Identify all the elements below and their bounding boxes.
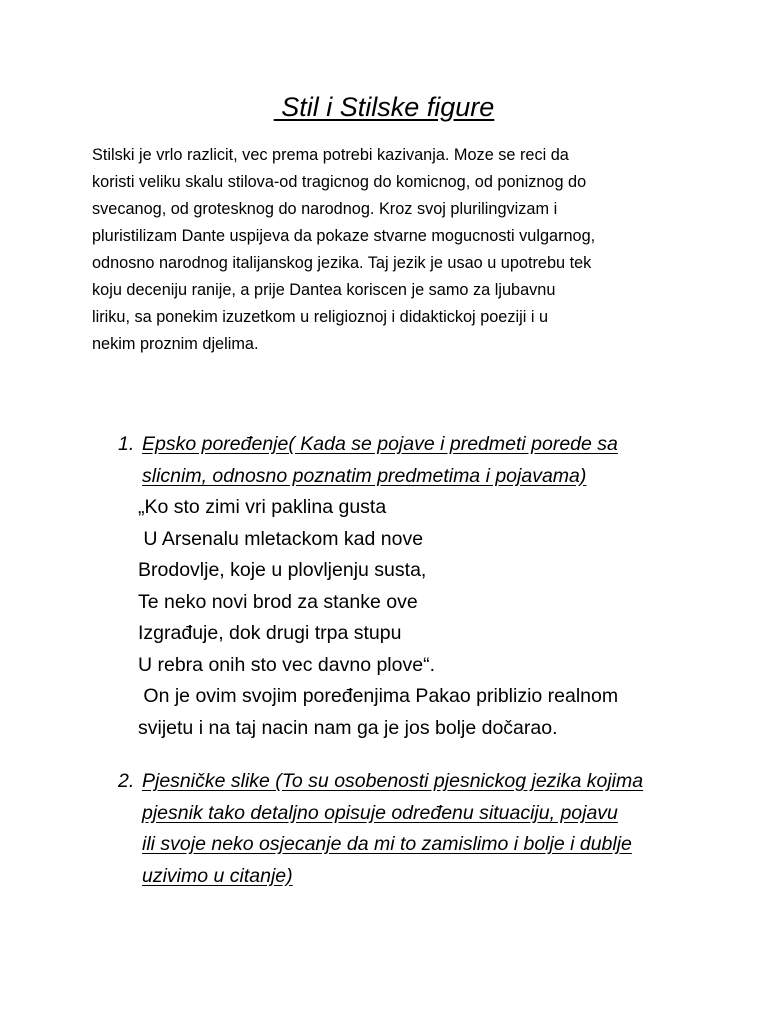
- heading-line: ili svoje neko osjecanje da mi to zamislimo i bolje i dublje: [142, 833, 632, 855]
- commentary-line: svijetu i na taj nacin nam ga je jos bolje dočarao.: [138, 716, 558, 739]
- intro-line: koristi veliku skalu stilova-od tragicnog do komicnog, od poniznog do: [92, 173, 587, 191]
- commentary-line: On je ovim svojim poređenjima Pakao priblizio realnom: [138, 685, 619, 707]
- intro-line: svecanog, od grotesknog do narodnog. Kroz svoj plurilingvizam i: [92, 200, 558, 218]
- verse-line: U rebra onih sto vec davno plove“.: [138, 653, 435, 676]
- verse-quote: [138, 492, 618, 744]
- list-item-heading: [142, 429, 618, 492]
- intro-line: koju deceniju ranije, a prije Dantea koriscen je samo za ljubavnu: [92, 281, 556, 299]
- intro-line: odnosno narodnog italijanskog jezika. Taj jezik je usao u upotrebu tek: [92, 254, 592, 272]
- list-number: 2.: [118, 770, 135, 792]
- page-title: Stil i Stilske figure: [273, 92, 495, 122]
- intro-line: nekim proznim djelima.: [92, 335, 259, 353]
- intro-line: Stilski je vrlo razlicit, vec prema potrebi kazivanja. Moze se reci da: [92, 146, 569, 164]
- intro-paragraph: [92, 142, 692, 358]
- heading-line: Epsko poređenje( Kada se pojave i predmeti porede sa: [142, 433, 618, 455]
- heading-line: uzivimo u citanje): [142, 864, 293, 887]
- verse-line: Izgrađuje, dok drugi trpa stupu: [138, 622, 402, 644]
- verse-line: Brodovlje, koje u plovljenju susta,: [138, 559, 427, 581]
- intro-line: liriku, sa ponekim izuzetkom u religioznoj i didaktickoj poeziji i u: [92, 308, 549, 326]
- heading-line: slicnim, odnosno poznatim predmetima i pojavama): [142, 464, 587, 487]
- verse-line: „Ko sto zimi vri paklina gusta: [138, 496, 387, 518]
- list-item-heading: [142, 766, 643, 892]
- heading-line: pjesnik tako detaljno opisuje određenu situaciju, pojavu: [142, 801, 618, 824]
- verse-line: Te neko novi brod za stanke ove: [138, 590, 418, 613]
- verse-line: U Arsenalu mletackom kad nove: [138, 527, 424, 550]
- intro-line: pluristilizam Dante uspijeva da pokaze stvarne mogucnosti vulgarnog,: [92, 227, 596, 245]
- list-number: 1.: [118, 433, 135, 455]
- heading-line: Pjesničke slike (To su osobenosti pjesnickog jezika kojima: [142, 770, 644, 792]
